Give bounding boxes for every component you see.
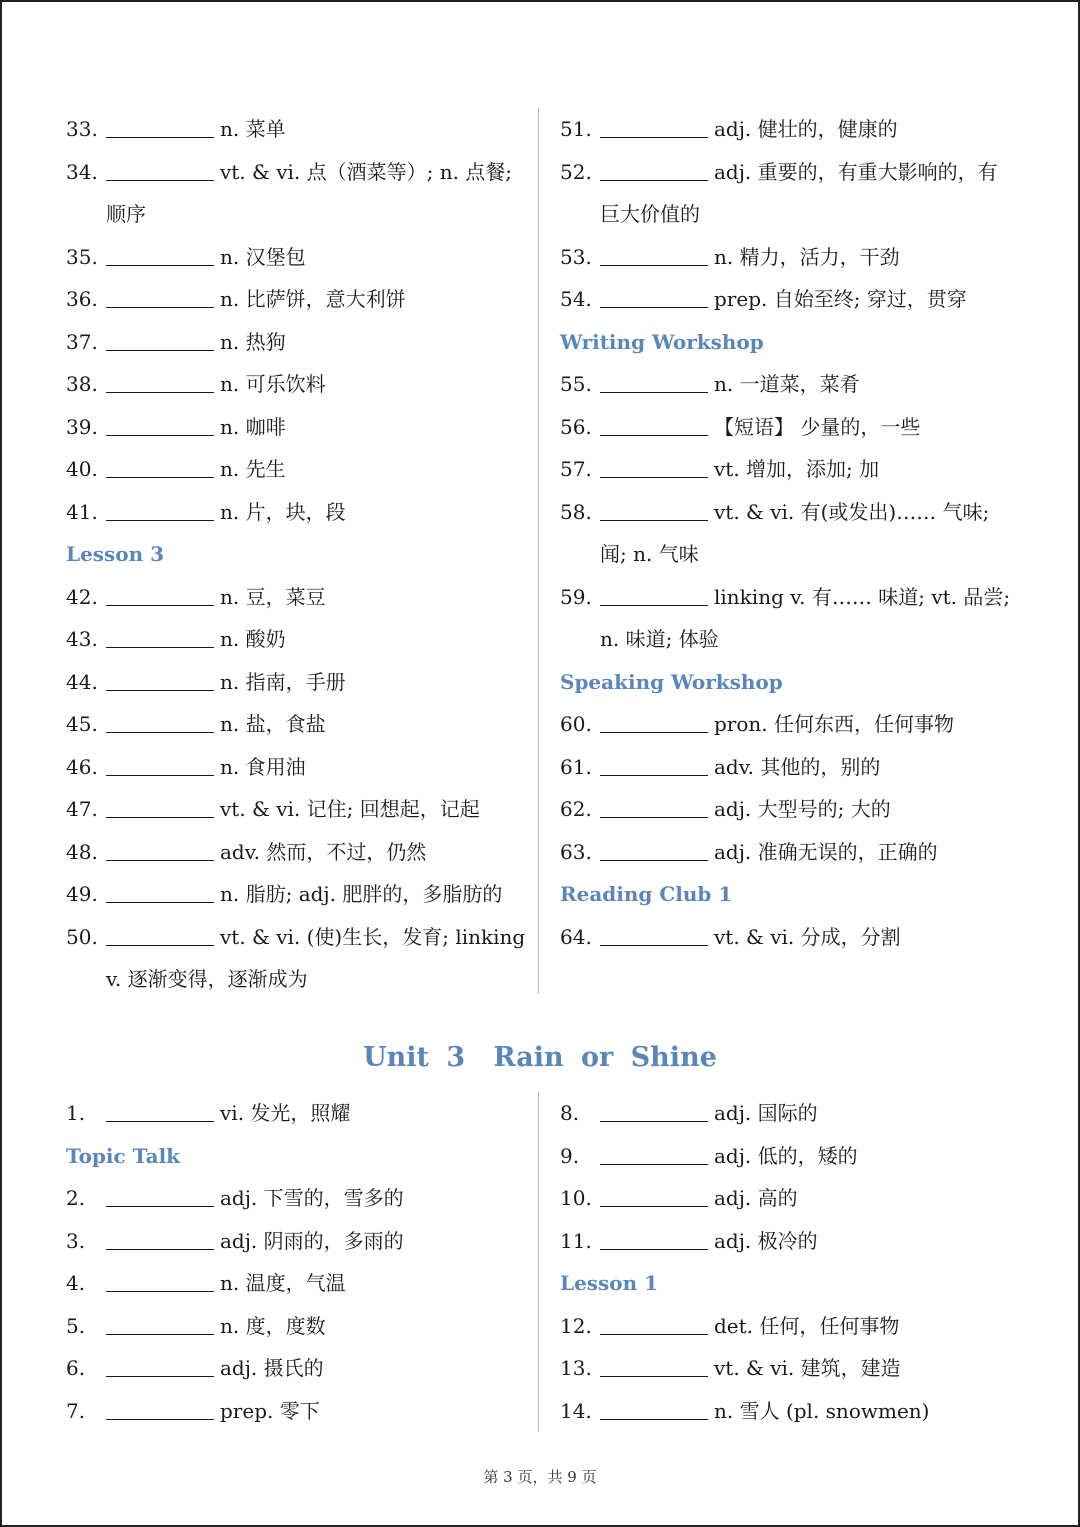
item-definition: adj. 准确无误的，正确的 (714, 839, 938, 864)
vocab-item (66, 788, 536, 831)
answer-blank[interactable] (600, 459, 708, 478)
item-number: 8. (560, 1101, 580, 1125)
item-number: 51. (560, 117, 592, 141)
vocab-item (66, 576, 536, 619)
item-number: 58. (560, 499, 592, 524)
answer-blank[interactable] (106, 884, 214, 903)
vocab-item (66, 321, 536, 364)
vocab-item (560, 1177, 1040, 1220)
item-number: 56. (560, 414, 592, 439)
definition-continuation: n. 味道; 体验 (600, 627, 719, 651)
answer-blank[interactable] (600, 289, 708, 308)
unit-title (2, 1042, 1078, 1073)
vocab-item (560, 151, 1040, 194)
item-definition: n. 菜单 (220, 117, 286, 141)
item-definition: vt. & vi. (使)生长，发育; linking (220, 924, 526, 949)
item-definition: adv. 其他的，别的 (714, 754, 881, 779)
answer-blank[interactable] (600, 247, 708, 266)
answer-blank[interactable] (600, 927, 708, 946)
vocab-column-right (560, 1092, 1040, 1432)
item-number: 49. (66, 882, 98, 906)
item-definition: adj. 重要的，有重大影响的，有 (714, 159, 998, 184)
answer-blank[interactable] (106, 927, 214, 946)
vocab-item (66, 703, 536, 746)
item-number: 5. (66, 1313, 86, 1338)
vocab-item (560, 916, 1040, 959)
unit-label: Unit 3 (363, 1042, 466, 1073)
vocab-item (66, 406, 536, 449)
vocab-column-left (66, 1092, 536, 1432)
definition-continuation: 顺序 (106, 202, 146, 226)
item-definition: vt. & vi. 有(或发出)…… 气味; (714, 499, 990, 524)
item-number: 39. (66, 414, 98, 439)
answer-blank[interactable] (106, 799, 214, 818)
item-number: 2. (66, 1186, 86, 1210)
answer-blank[interactable] (600, 1401, 708, 1420)
answer-blank[interactable] (600, 1103, 708, 1122)
vocab-item (66, 108, 536, 151)
vocab-item (66, 618, 536, 661)
item-definition: prep. 零下 (220, 1398, 320, 1423)
answer-blank[interactable] (106, 1188, 214, 1207)
vocab-item (66, 1347, 536, 1390)
definition-continuation: 闻; n. 气味 (600, 542, 699, 566)
vocab-item (66, 746, 536, 789)
answer-blank[interactable] (600, 799, 708, 818)
vocab-item (560, 1092, 1040, 1135)
item-definition: n. 豆，菜豆 (220, 584, 326, 609)
item-number: 43. (66, 627, 98, 651)
item-number: 50. (66, 924, 98, 949)
item-definition: vt. 增加，添加; 加 (714, 457, 880, 481)
item-number: 55. (560, 372, 592, 396)
vocab-item (560, 278, 1040, 321)
item-number: 4. (66, 1271, 86, 1295)
item-definition: n. 度，度数 (220, 1313, 326, 1338)
answer-blank[interactable] (106, 417, 214, 436)
item-definition: adj. 下雪的，雪多的 (220, 1186, 404, 1210)
item-number: 11. (560, 1228, 592, 1253)
answer-blank[interactable] (106, 119, 214, 138)
item-number: 42. (66, 584, 98, 609)
item-definition: n. 可乐饮料 (220, 372, 326, 396)
vocab-item (560, 406, 1040, 449)
item-number: 12. (560, 1313, 592, 1338)
item-number: 54. (560, 287, 592, 311)
answer-blank[interactable] (106, 714, 214, 733)
vocab-item (560, 703, 1040, 746)
answer-blank[interactable] (106, 757, 214, 776)
section-heading: Writing Workshop (560, 329, 764, 354)
vocab-item (66, 1390, 536, 1433)
vocab-item (560, 1305, 1040, 1348)
item-definition: 【短语】 少量的，一些 (714, 414, 921, 439)
answer-blank[interactable] (106, 1358, 214, 1377)
item-number: 57. (560, 457, 592, 481)
answer-blank[interactable] (600, 1146, 708, 1165)
item-number: 48. (66, 839, 98, 864)
item-definition: n. 片，块，段 (220, 499, 346, 524)
item-number: 9. (560, 1143, 580, 1168)
answer-blank[interactable] (106, 459, 214, 478)
vocab-item (66, 236, 536, 279)
answer-blank[interactable] (106, 332, 214, 351)
item-definition: n. 汉堡包 (220, 244, 306, 269)
vocab-item (66, 151, 536, 194)
column-divider (538, 108, 539, 994)
vocab-item (560, 363, 1040, 406)
vocab-item (560, 1135, 1040, 1178)
item-number: 36. (66, 287, 98, 311)
item-definition: n. 咖啡 (220, 414, 286, 439)
item-number: 10. (560, 1186, 592, 1210)
item-definition: adj. 极冷的 (714, 1228, 818, 1253)
item-number: 34. (66, 159, 98, 184)
item-definition: adj. 大型号的; 大的 (714, 797, 891, 821)
answer-blank[interactable] (106, 1103, 214, 1122)
answer-blank[interactable] (600, 587, 708, 606)
answer-blank[interactable] (600, 162, 708, 181)
item-number: 33. (66, 117, 98, 141)
item-number: 6. (66, 1356, 86, 1380)
item-number: 45. (66, 712, 98, 736)
item-definition: adj. 国际的 (714, 1101, 818, 1125)
item-definition: n. 比萨饼，意大利饼 (220, 287, 406, 311)
item-definition: pron. 任何东西，任何事物 (714, 712, 954, 736)
answer-blank[interactable] (106, 374, 214, 393)
answer-blank[interactable] (106, 502, 214, 521)
answer-blank[interactable] (106, 1316, 214, 1335)
vocab-item (560, 1220, 1040, 1263)
vocab-item (560, 746, 1040, 789)
vocab-item (66, 491, 536, 534)
vocab-item (560, 491, 1040, 534)
section-heading: Reading Club 1 (560, 882, 733, 906)
item-number: 64. (560, 924, 592, 949)
item-definition: adj. 低的，矮的 (714, 1143, 858, 1168)
item-number: 62. (560, 797, 592, 821)
answer-blank[interactable] (600, 757, 708, 776)
answer-blank[interactable] (600, 842, 708, 861)
item-definition: vt. & vi. 建筑，建造 (714, 1356, 901, 1380)
vocab-item (66, 278, 536, 321)
item-definition: n. 先生 (220, 457, 286, 481)
answer-blank[interactable] (600, 374, 708, 393)
definition-continuation: 巨大价值的 (600, 202, 700, 226)
vocab-item (560, 108, 1040, 151)
item-definition: vi. 发光，照耀 (220, 1101, 351, 1125)
vocab-item (66, 831, 536, 874)
item-definition: n. 指南，手册 (220, 669, 346, 694)
vocab-item (560, 788, 1040, 831)
answer-blank[interactable] (106, 289, 214, 308)
vocab-item (66, 873, 536, 916)
answer-blank[interactable] (106, 629, 214, 648)
item-number: 52. (560, 159, 592, 184)
item-number: 37. (66, 329, 98, 354)
item-number: 63. (560, 839, 592, 864)
item-definition: n. 温度，气温 (220, 1271, 346, 1295)
item-definition: n. 精力，活力，干劲 (714, 244, 900, 269)
vocab-item (66, 916, 536, 959)
item-definition: vt. & vi. 点（酒菜等）; n. 点餐; (220, 159, 513, 184)
item-number: 59. (560, 584, 592, 609)
answer-blank[interactable] (600, 119, 708, 138)
answer-blank[interactable] (106, 162, 214, 181)
item-definition: prep. 自始至终; 穿过，贯穿 (714, 287, 967, 311)
item-number: 13. (560, 1356, 592, 1380)
item-definition: n. 酸奶 (220, 627, 286, 651)
item-definition: n. 一道菜，菜肴 (714, 372, 860, 396)
vocab-item (66, 1177, 536, 1220)
item-definition: adj. 高的 (714, 1186, 798, 1210)
section-heading: Speaking Workshop (560, 669, 783, 694)
vocab-column-right (560, 108, 1040, 958)
answer-blank[interactable] (106, 1231, 214, 1250)
vocab-item (66, 1092, 536, 1135)
vocab-item (560, 236, 1040, 279)
column-divider (538, 1092, 539, 1432)
item-definition: adv. 然而，不过，仍然 (220, 839, 427, 864)
answer-blank[interactable] (600, 1358, 708, 1377)
section-heading: Topic Talk (66, 1143, 181, 1168)
item-number: 3. (66, 1228, 86, 1253)
item-number: 47. (66, 797, 98, 821)
item-number: 41. (66, 499, 98, 524)
item-definition: n. 热狗 (220, 329, 286, 354)
item-definition: linking v. 有…… 味道; vt. 品尝; (714, 584, 1011, 609)
vocab-item (560, 831, 1040, 874)
answer-blank[interactable] (106, 247, 214, 266)
vocab-item (560, 1347, 1040, 1390)
section-heading: Lesson 3 (66, 542, 165, 566)
answer-blank[interactable] (106, 1401, 214, 1420)
answer-blank[interactable] (600, 1188, 708, 1207)
item-definition: adj. 摄氏的 (220, 1356, 324, 1380)
vocab-item (560, 576, 1040, 619)
item-number: 35. (66, 244, 98, 269)
vocab-item (560, 448, 1040, 491)
vocab-item (66, 1262, 536, 1305)
item-definition: det. 任何，任何事物 (714, 1313, 900, 1338)
item-number: 14. (560, 1398, 592, 1423)
item-number: 53. (560, 244, 592, 269)
item-definition: adj. 健壮的，健康的 (714, 117, 898, 141)
answer-blank[interactable] (600, 714, 708, 733)
vocab-item (66, 448, 536, 491)
item-number: 38. (66, 372, 98, 396)
answer-blank[interactable] (106, 842, 214, 861)
item-definition: n. 食用油 (220, 754, 306, 779)
item-number: 7. (66, 1398, 86, 1423)
definition-continuation: v. 逐渐变得，逐渐成为 (106, 967, 308, 991)
answer-blank[interactable] (600, 502, 708, 521)
vocab-column-left (66, 108, 536, 1001)
vocab-item (66, 1220, 536, 1263)
item-definition: n. 雪人 (pl. snowmen) (714, 1398, 930, 1423)
item-number: 40. (66, 457, 98, 481)
item-number: 46. (66, 754, 98, 779)
vocab-item (66, 1305, 536, 1348)
answer-blank[interactable] (600, 1316, 708, 1335)
item-definition: adj. 阴雨的，多雨的 (220, 1228, 404, 1253)
answer-blank[interactable] (106, 1273, 214, 1292)
page-footer: 第 3 页，共 9 页 (483, 1468, 597, 1486)
answer-blank[interactable] (600, 417, 708, 436)
item-number: 44. (66, 669, 98, 694)
item-number: 60. (560, 712, 592, 736)
answer-blank[interactable] (106, 587, 214, 606)
answer-blank[interactable] (106, 672, 214, 691)
item-number: 1. (66, 1101, 86, 1125)
vocab-item (66, 661, 536, 704)
answer-blank[interactable] (600, 1231, 708, 1250)
item-number: 61. (560, 754, 592, 779)
vocab-item (560, 1390, 1040, 1433)
vocab-item (66, 363, 536, 406)
unit-name: Rain or Shine (493, 1042, 717, 1073)
item-definition: n. 脂肪; adj. 肥胖的，多脂肪的 (220, 882, 503, 906)
section-heading: Lesson 1 (560, 1271, 659, 1295)
item-definition: vt. & vi. 分成，分割 (714, 924, 901, 949)
item-definition: vt. & vi. 记住; 回想起，记起 (220, 797, 480, 821)
item-definition: n. 盐，食盐 (220, 712, 326, 736)
